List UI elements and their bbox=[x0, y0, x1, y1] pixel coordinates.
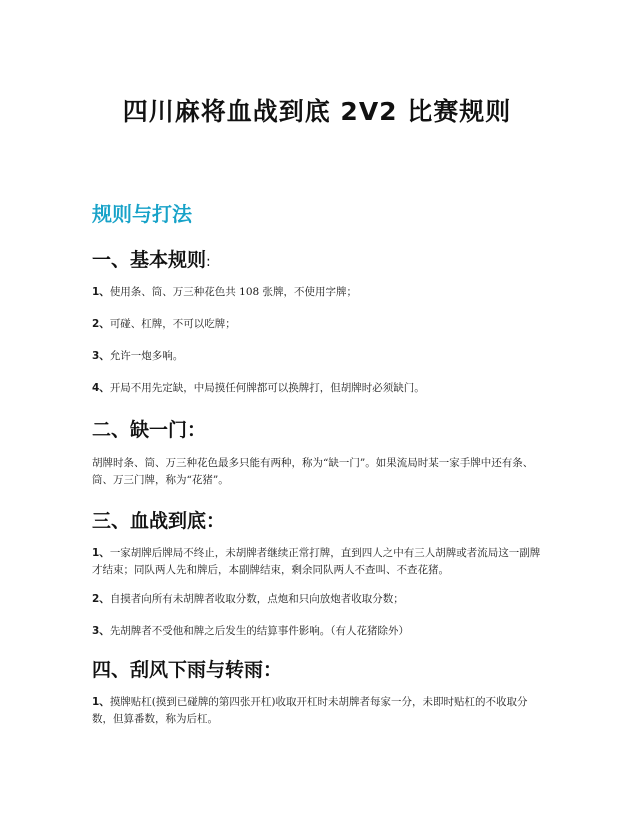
item-text: 自摸者向所有未胡牌者收取分数，点炮和只向放炮者收取分数； bbox=[109, 593, 404, 605]
section-heading-missing-suit bbox=[92, 415, 206, 442]
list-item bbox=[92, 694, 547, 728]
item-number: 2、 bbox=[92, 593, 110, 605]
paragraph bbox=[92, 455, 547, 489]
heading-text: 三、血战到底： bbox=[92, 510, 226, 532]
heading-trail: : bbox=[206, 254, 211, 270]
heading-text: 二、缺一门： bbox=[92, 419, 207, 441]
section-heading-wind-rain bbox=[92, 655, 282, 682]
list-item bbox=[92, 591, 547, 608]
item-text: 胡牌时条、筒、万三种花色最多只能有两种，称为“缺一门”。如果流局时某一家手牌中还有条、筒、万三门牌，称为“花猪”。 bbox=[92, 457, 534, 486]
document-title: 四川麻将血战到底 2V2 比赛规则 bbox=[122, 97, 512, 126]
item-text: 一家胡牌后牌局不终止，未胡牌者继续正常打牌，直到四人之中有三人胡牌或者流局这一副牌才结束；同队两人先和牌后，本副牌结束，剩余同队两人不查叫、不查花猪。 bbox=[92, 547, 541, 576]
item-number: 2、 bbox=[92, 318, 110, 330]
list-item bbox=[92, 380, 547, 397]
item-number: 1、 bbox=[92, 696, 110, 708]
section-subtitle: 规则与打法 bbox=[92, 202, 192, 226]
item-number: 3、 bbox=[92, 625, 110, 637]
item-number: 1、 bbox=[92, 547, 110, 559]
heading-text: 一、基本规则 bbox=[92, 249, 207, 271]
item-text: 可碰、杠牌，不可以吃牌； bbox=[109, 318, 236, 330]
list-item bbox=[92, 545, 547, 579]
list-item bbox=[92, 348, 547, 365]
list-item bbox=[92, 284, 547, 301]
item-text: 使用条、筒、万三种花色共 108 张牌，不使用字牌； bbox=[109, 286, 358, 298]
list-item bbox=[92, 623, 547, 640]
list-item bbox=[92, 316, 547, 333]
item-number: 1、 bbox=[92, 286, 110, 298]
heading-text: 四、刮风下雨与转雨： bbox=[92, 659, 283, 681]
item-number: 4、 bbox=[92, 382, 110, 394]
item-text: 先胡牌者不受他和牌之后发生的结算事件影响。（有人花猪除外） bbox=[109, 625, 410, 637]
section-heading-basic-rules bbox=[92, 245, 211, 272]
item-text: 开局不用先定缺，中局摸任何牌都可以换牌打，但胡牌时必须缺门。 bbox=[109, 382, 425, 394]
item-number: 3、 bbox=[92, 350, 110, 362]
item-text: 摸牌贴杠(摸到已碰牌的第四张开杠)收取开杠时未胡牌者每家一分，未即时贴杠的不收取分数，但算番数，称为后杠。 bbox=[92, 696, 528, 725]
section-heading-bloody-battle bbox=[92, 506, 225, 533]
item-text: 允许一炮多响。 bbox=[109, 350, 184, 362]
